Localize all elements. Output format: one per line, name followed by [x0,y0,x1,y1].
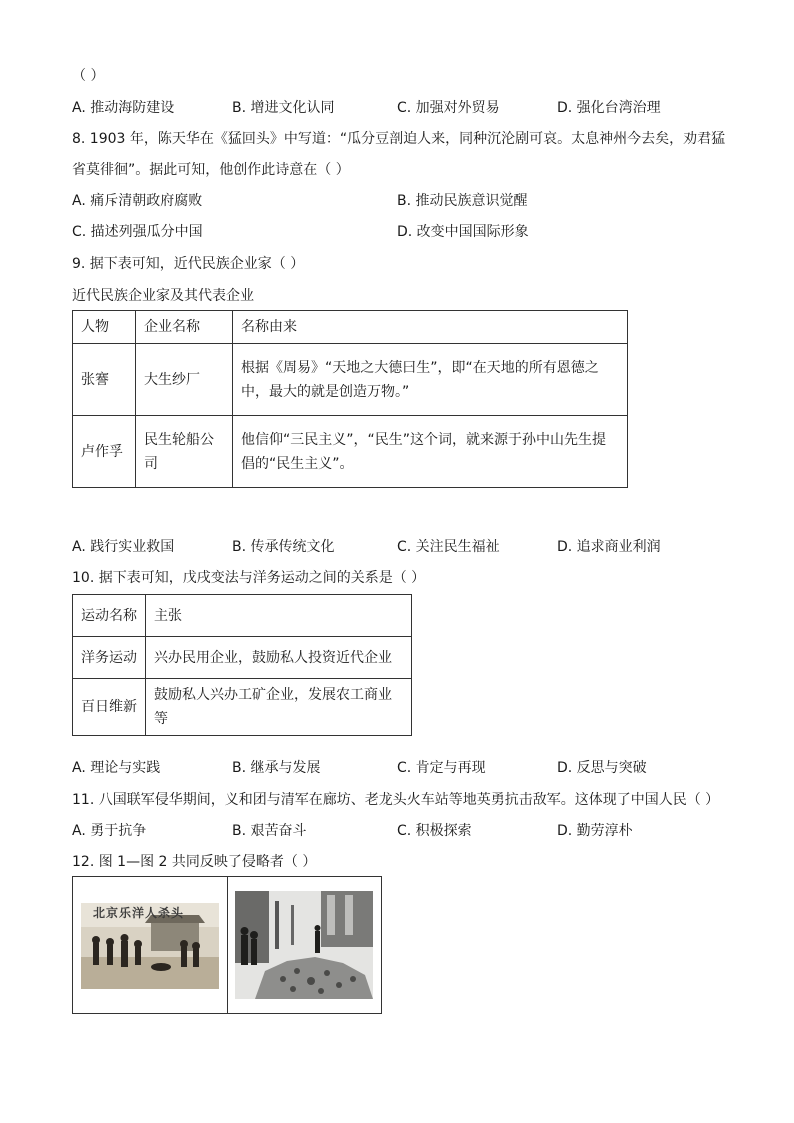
q7-blank: （ ） [72,68,105,84]
figure-divider [227,877,228,1013]
q8-option-a[interactable]: A. 痛斥清朝政府腐败 [72,193,203,209]
table-header-cell: 名称由来 [233,311,628,344]
q8-stem-line2: 省莫徘徊”。据此可知，他创作此诗意在（ ） [72,162,350,178]
q8-option-b[interactable]: B. 推动民族意识觉醒 [397,193,528,209]
table-cell-origin: 根据《周易》“天地之大德曰生”，即“在天地的所有恩德之中，最大的就是创造万物。” [233,344,628,416]
q7-option-b[interactable]: B. 增进文化认同 [232,100,335,116]
q8-option-c[interactable]: C. 描述列强瓜分中国 [72,224,203,240]
table-header-row [73,595,412,637]
q7-option-c[interactable]: C. 加强对外贸易 [397,100,500,116]
q10-table [72,594,412,736]
q9-stem: 9. 据下表可知，近代民族企业家（ ） [72,256,305,272]
table-cell-proposal: 兴办民用企业，鼓励私人投资近代企业 [146,637,412,679]
table-cell-company: 大生纱厂 [136,344,233,416]
q10-option-a[interactable]: A. 理论与实践 [72,760,161,776]
q7-option-d[interactable]: D. 强化台湾治理 [557,100,661,116]
q10-option-c[interactable]: C. 肯定与再现 [397,760,486,776]
table-row [73,344,628,416]
q8-option-d[interactable]: D. 改变中国国际形象 [397,224,529,240]
table-cell-company: 民生轮船公司 [136,416,233,488]
q10-option-b[interactable]: B. 继承与发展 [232,760,321,776]
figure1-caption-text: 北京乐洋人杀头 [93,906,185,920]
q9-option-c[interactable]: C. 关注民生福祉 [397,539,500,555]
table-cell-movement: 百日维新 [73,679,146,736]
table-header-row [73,311,628,344]
q10-stem: 10. 据下表可知，戊戌变法与洋务运动之间的关系是（ ） [72,570,426,586]
q9-table [72,310,628,488]
q9-option-b[interactable]: B. 传承传统文化 [232,539,335,555]
table-row [73,679,412,736]
table-cell-origin: 他信仰“三民主义”，“民生”这个词，就来源于孙中山先生提倡的“民生主义”。 [233,416,628,488]
table-cell-person: 卢作孚 [73,416,136,488]
table-header-cell: 企业名称 [136,311,233,344]
table-cell-person: 张謇 [73,344,136,416]
q9-option-a[interactable]: A. 践行实业救国 [72,539,175,555]
q11-option-d[interactable]: D. 勤劳淳朴 [557,823,633,839]
q11-stem: 11. 八国联军侵华期间，义和团与清军在廊坊、老龙头火车站等地英勇抗击敌军。这体现了中国人民（ ） [72,792,720,808]
q11-option-a[interactable]: A. 勇于抗争 [72,823,147,839]
figure2-ruins-photo [235,891,373,999]
table-header-cell: 运动名称 [73,595,146,637]
table-cell-movement: 洋务运动 [73,637,146,679]
q9-option-d[interactable]: D. 追求商业利润 [557,539,661,555]
q12-figure-box [72,876,382,1014]
q11-option-b[interactable]: B. 艰苦奋斗 [232,823,307,839]
table-row [73,637,412,679]
q10-option-d[interactable]: D. 反思与突破 [557,760,647,776]
table-row [73,416,628,488]
q8-stem-line1: 8. 1903 年，陈天华在《猛回头》中写道：“瓜分豆剖迫人来，同种沉沦剧可哀。太息神州今去矣，劝君猛 [72,131,726,147]
table-header-cell: 主张 [146,595,412,637]
table-header-cell: 人物 [73,311,136,344]
table-cell-proposal: 鼓励私人兴办工矿企业，发展农工商业等 [146,679,412,736]
q9-table-caption: 近代民族企业家及其代表企业 [72,288,254,304]
q12-stem: 12. 图 1—图 2 共同反映了侵略者（ ） [72,854,317,870]
q7-option-a[interactable]: A. 推动海防建设 [72,100,175,116]
q11-option-c[interactable]: C. 积极探索 [397,823,472,839]
